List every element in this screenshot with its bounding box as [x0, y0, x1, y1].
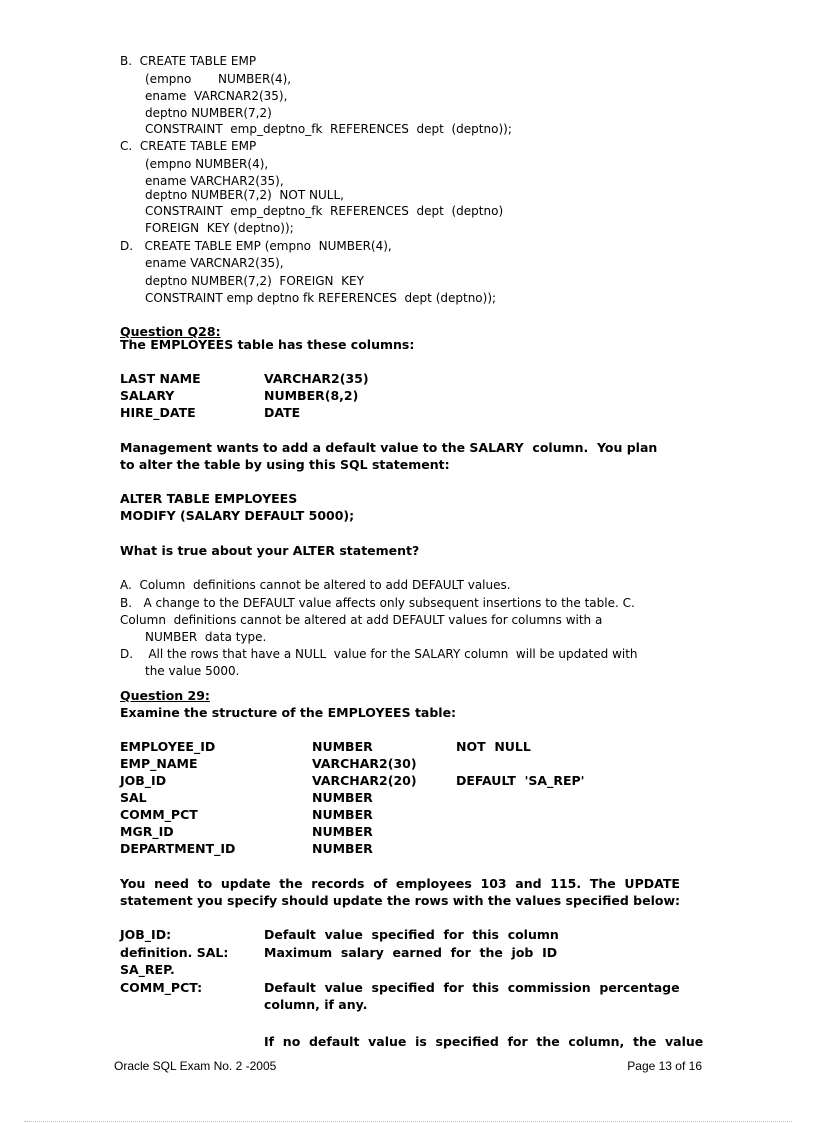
q28-question: What is true about your ALTER statement?	[120, 543, 420, 558]
q29-spec-text-4: Default value specified for this commission percentage	[264, 980, 680, 995]
option-b-line-3: ename VARCNAR2(35),	[145, 89, 288, 103]
q29-col-type-2: VARCHAR2(30)	[312, 756, 417, 771]
option-c-line-1: C. CREATE TABLE EMP	[120, 139, 257, 153]
q29-col-constraint-3: DEFAULT 'SA_REP'	[456, 773, 585, 788]
option-b-line-2: (empno NUMBER(4),	[145, 72, 292, 86]
q29-col-constraint-1: NOT NULL	[456, 739, 531, 754]
q29-spec-label-3: SA_REP.	[120, 962, 175, 977]
page-bottom-divider	[24, 1121, 792, 1122]
q29-col-name-6: MGR_ID	[120, 824, 174, 839]
q28-col-type-3: DATE	[264, 405, 301, 420]
q29-col-type-7: NUMBER	[312, 841, 373, 856]
q28-col-name-3: HIRE_DATE	[120, 405, 196, 420]
q29-col-name-5: COMM_PCT	[120, 807, 198, 822]
option-b-line-1: B. CREATE TABLE EMP	[120, 54, 257, 68]
option-c-line-5: CONSTRAINT emp_deptno_fk REFERENCES dept (deptno)	[145, 204, 504, 218]
q28-answer-d-line-2: the value 5000.	[145, 664, 240, 678]
q28-para-line-2: to alter the table by using this SQL statement:	[120, 457, 450, 472]
option-b-line-5: CONSTRAINT emp_deptno_fk REFERENCES dept (deptno));	[145, 122, 512, 136]
option-b-line-4: deptno NUMBER(7,2)	[145, 106, 272, 120]
q29-col-name-3: JOB_ID	[120, 773, 167, 788]
option-d-line-3: deptno NUMBER(7,2) FOREIGN KEY	[145, 274, 364, 288]
q29-col-name-7: DEPARTMENT_ID	[120, 841, 236, 856]
option-d-line-4: CONSTRAINT emp deptno fk REFERENCES dept (deptno));	[145, 291, 497, 305]
q29-spec-text-1: Default value specified for this column	[264, 927, 559, 942]
q28-sql-line-1: ALTER TABLE EMPLOYEES	[120, 491, 298, 506]
q29-para-line-2: statement you specify should update the rows with the values specified below:	[120, 893, 681, 908]
q28-intro: The EMPLOYEES table has these columns:	[120, 337, 415, 352]
q29-heading: Question 29:	[120, 688, 210, 703]
option-c-line-4: deptno NUMBER(7,2) NOT NULL,	[145, 188, 344, 202]
q28-col-name-2: SALARY	[120, 388, 175, 403]
q28-col-name-1: LAST NAME	[120, 371, 201, 386]
q28-answer-c-line-2: NUMBER data type.	[145, 630, 267, 644]
q29-col-type-6: NUMBER	[312, 824, 373, 839]
footer-title: Oracle SQL Exam No. 2 -2005	[114, 1059, 277, 1073]
q29-spec-text-5: column, if any.	[264, 997, 368, 1012]
q28-sql-line-2: MODIFY (SALARY DEFAULT 5000);	[120, 508, 355, 523]
q29-para-line-1: You need to update the records of employees 103 and 115. The UPDATE	[120, 876, 680, 891]
q28-col-type-1: VARCHAR2(35)	[264, 371, 369, 386]
q29-spec-label-1: JOB_ID:	[120, 927, 172, 942]
q29-col-type-3: VARCHAR2(20)	[312, 773, 417, 788]
q28-para-line-1: Management wants to add a default value to the SALARY column. You plan	[120, 440, 658, 455]
q29-col-type-1: NUMBER	[312, 739, 373, 754]
q29-col-name-2: EMP_NAME	[120, 756, 198, 771]
q29-spec-label-4: COMM_PCT:	[120, 980, 203, 995]
q29-col-type-4: NUMBER	[312, 790, 373, 805]
q29-last-line: If no default value is specified for the column, the value	[264, 1034, 704, 1049]
option-d-line-1: D. CREATE TABLE EMP (empno NUMBER(4),	[120, 239, 392, 253]
q29-spec-text-2: Maximum salary earned for the job ID	[264, 945, 558, 960]
q28-answer-b: B. A change to the DEFAULT value affects only subsequent insertions to the table. C.	[120, 596, 635, 610]
q29-intro: Examine the structure of the EMPLOYEES table:	[120, 705, 457, 720]
footer-page-number: Page 13 of 16	[627, 1059, 702, 1073]
q28-answer-c-line-1: Column definitions cannot be altered at add DEFAULT values for columns with a	[120, 613, 603, 627]
q29-col-type-5: NUMBER	[312, 807, 373, 822]
option-c-line-6: FOREIGN KEY (deptno));	[145, 221, 294, 235]
q28-answer-a: A. Column definitions cannot be altered to add DEFAULT values.	[120, 578, 511, 592]
option-c-line-3: ename VARCHAR2(35),	[145, 174, 284, 188]
q29-spec-label-2: definition. SAL:	[120, 945, 229, 960]
q28-heading: Question Q28:	[120, 324, 221, 339]
q29-col-name-4: SAL	[120, 790, 147, 805]
option-c-line-2: (empno NUMBER(4),	[145, 157, 269, 171]
q28-col-type-2: NUMBER(8,2)	[264, 388, 359, 403]
option-d-line-2: ename VARCNAR2(35),	[145, 256, 284, 270]
q28-answer-d-line-1: D. All the rows that have a NULL value for the SALARY column will be updated with	[120, 647, 638, 661]
q29-col-name-1: EMPLOYEE_ID	[120, 739, 216, 754]
